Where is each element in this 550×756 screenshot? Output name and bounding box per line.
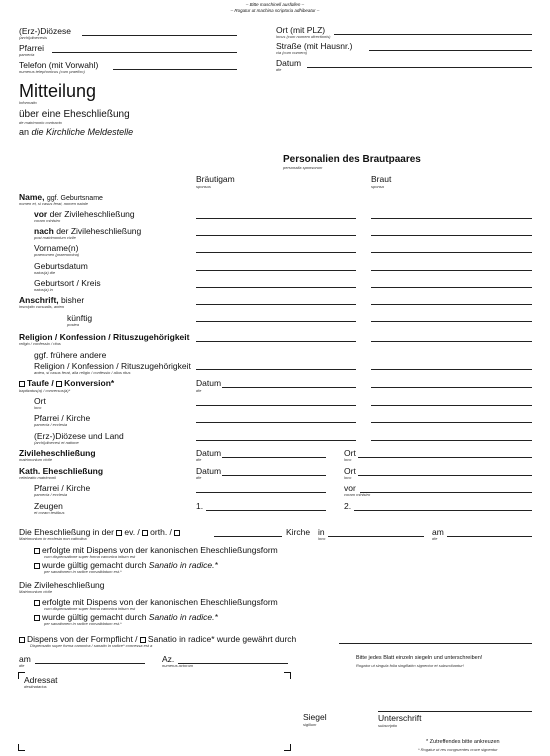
- vorname-line-groom[interactable]: [196, 252, 356, 253]
- kirche-label: Kirche: [286, 527, 311, 537]
- ehe-latin: Matrimonium in ecclesia non catholica: [19, 536, 87, 541]
- pfarrei-latin: paroecia: [19, 52, 35, 57]
- col-braeutigam-latin: sponsus: [196, 184, 211, 189]
- hint: Bitte jedes Blatt einzeln siegeln und unterschreiben!: [356, 655, 483, 661]
- geburtsdatum-latin: natus(a) die: [34, 270, 56, 275]
- taufdiozese-label: (Erz-)Diözese und Land: [34, 431, 124, 441]
- az-label: Az.: [162, 654, 175, 664]
- pfarrei-label: Pfarrei: [19, 43, 45, 53]
- ehe-am-line[interactable]: [447, 536, 532, 537]
- religion-label: Religion / Konfession / Rituszugehörigkeit: [19, 332, 190, 342]
- datum-line[interactable]: [307, 67, 532, 68]
- vorname-line-bride[interactable]: [371, 252, 532, 253]
- strasse-label: Straße (mit Hausnr.): [276, 41, 353, 51]
- ort-latin: locus (cum numero directionis): [276, 34, 331, 39]
- fruehere-label-1: ggf. frühere andere: [34, 350, 107, 360]
- anschrift-latin: inscriptio cursualis, antea: [19, 304, 64, 309]
- kath-datum-label: Datum: [196, 466, 222, 476]
- recipient-name: die Kirchliche Meldestelle: [31, 127, 134, 137]
- address-corner-bl: [18, 744, 25, 751]
- ev-text: ev. /: [124, 527, 140, 537]
- konversion-checkbox[interactable]: [56, 381, 62, 387]
- strasse-line[interactable]: [369, 50, 532, 51]
- am2-label: am: [19, 654, 31, 664]
- zivilehe-latin: Matrimonium civile: [19, 589, 53, 594]
- zivil-ort-label: Ort: [344, 448, 356, 458]
- ort-label: Ort (mit PLZ): [276, 25, 326, 35]
- wurde-latin-2: per sanationem in radice convalidatum est.*: [44, 621, 122, 626]
- name-latin: nomen et, si casus ferat, nomen natale: [19, 201, 88, 206]
- erfolgte-latin: cum dispensatione super forma canonica initum est: [44, 554, 136, 559]
- name-bold: Name,: [19, 192, 45, 202]
- diozese-line[interactable]: [82, 35, 237, 36]
- telefon-label: Telefon (mit Vorwahl): [19, 60, 99, 70]
- geburtsort-label: Geburtsort / Kreis: [34, 278, 101, 288]
- zivil-ort-latin: loco: [344, 457, 352, 462]
- adressat-latin: destinatarius: [24, 684, 47, 689]
- adressat-label: Adressat: [24, 675, 58, 685]
- erfolgte-text-2: erfolgte mit Dispens von der kanonischen Eheschließungsform: [42, 597, 278, 607]
- konversion-text: Konversion*: [64, 378, 115, 388]
- zivilehe-label: Die Zivileheschließung: [19, 580, 105, 590]
- nach-zivil-line-groom[interactable]: [196, 235, 356, 236]
- geburtsort-latin: natus(a) in: [34, 287, 53, 292]
- orth-checkbox[interactable]: [142, 530, 148, 536]
- hint-latin: Rogatur ut singula folia singillatim signentur et subscribantur!: [356, 663, 464, 668]
- wurde-text-2: wurde gültig gemacht durch: [42, 612, 147, 622]
- wurde-latin: per sanationem in radice convalidatum est.*: [44, 569, 122, 574]
- pfarrei-line[interactable]: [52, 52, 237, 53]
- taufdiozese-line-groom[interactable]: [196, 440, 356, 441]
- taufort-line-bride[interactable]: [371, 405, 532, 406]
- zivil-datum-label: Datum: [196, 448, 222, 458]
- am2-line[interactable]: [35, 663, 145, 664]
- dispens-text: Dispens von der Formpflicht /: [27, 634, 138, 644]
- zivil-label: Zivileheschließung: [19, 448, 96, 458]
- other-checkbox[interactable]: [174, 530, 180, 536]
- anschrift-bold: Anschrift,: [19, 295, 59, 305]
- kuenftig-label: künftig: [67, 313, 93, 323]
- fill-note-latin: – Rogatur ut machina scriptoria adhibeatur –: [230, 8, 320, 13]
- subtitle: über eine Eheschließung: [19, 109, 130, 120]
- geburtsort-line-bride[interactable]: [371, 287, 532, 288]
- erfolgte-checkbox[interactable]: [34, 548, 40, 554]
- ehe-am-latin: die: [432, 536, 438, 541]
- kath-ort-line[interactable]: [358, 475, 532, 476]
- ehe-ort-line[interactable]: [328, 536, 424, 537]
- vor-bold: vor: [34, 209, 48, 219]
- religion-latin: religio / confessio / ritus: [19, 341, 61, 346]
- page-title-latin: Informatio: [19, 100, 37, 105]
- unterschrift-line[interactable]: [378, 711, 532, 712]
- ehe-am-label: am: [432, 527, 444, 537]
- vor-latin: coram ministro: [34, 218, 61, 223]
- name-rest: ggf. Geburtsname: [46, 195, 103, 202]
- nach-latin: post matrimonium civile: [34, 235, 76, 240]
- nach-rest: der Zivileheschließung: [53, 226, 142, 236]
- zivil-ort-line[interactable]: [358, 457, 532, 458]
- address-corner-tr: [284, 672, 291, 679]
- taufe-datum-latin: die: [196, 388, 202, 393]
- taufort-latin: loco: [34, 405, 42, 410]
- orth-text: orth. /: [150, 527, 172, 537]
- taufe-line-bride[interactable]: [371, 387, 532, 388]
- fruehere-line-bride[interactable]: [371, 369, 532, 370]
- section-title: Personalien des Brautpaares: [283, 154, 421, 165]
- vorname-label: Vorname(n): [34, 243, 79, 253]
- section-title-latin: personalia sponsorum: [283, 165, 323, 170]
- address-corner-br: [284, 744, 291, 751]
- sanatio-text-2: Sanatio in radice.*: [148, 612, 218, 622]
- taufe-label: [19, 379, 114, 388]
- az-latin: numerus actorum: [162, 663, 194, 668]
- geburtsdatum-line-groom[interactable]: [196, 270, 356, 271]
- kath-ort-latin: loco: [344, 475, 352, 480]
- geburtsort-line-groom[interactable]: [196, 287, 356, 288]
- dispens-text-2: Sanatio in radice* wurde gewährt durch: [147, 634, 297, 644]
- vor-zivil-line-bride[interactable]: [371, 218, 532, 219]
- ev-checkbox[interactable]: [116, 530, 122, 536]
- az-line[interactable]: [178, 663, 288, 664]
- religion-line-bride[interactable]: [371, 341, 532, 342]
- taufe-line-groom[interactable]: [222, 387, 356, 388]
- kuenftig-latin: postea: [67, 322, 80, 327]
- nach-zivil-line-bride[interactable]: [371, 235, 532, 236]
- fill-note: – Bitte maschinell ausfüllen –: [245, 2, 305, 7]
- col-braeutigam: Bräutigam: [196, 174, 235, 184]
- taufort-line-groom[interactable]: [196, 405, 356, 406]
- siegel-latin: sigillum: [303, 722, 317, 727]
- fruehere-latin: antea, si casus ferat, alia religio / confessio / alius ritus: [34, 370, 131, 375]
- kath-pfarrei-label: Pfarrei / Kirche: [34, 483, 91, 493]
- religion-line-groom[interactable]: [196, 341, 356, 342]
- datum-latin: die: [276, 67, 282, 72]
- taufdiozese-latin: (archi)dioecesi et natione: [34, 440, 79, 445]
- ehe-in-word: in: [318, 527, 325, 537]
- zeugen-label: Zeugen: [34, 501, 63, 511]
- wurde-checkbox[interactable]: [34, 563, 40, 569]
- taufe-text: Taufe /: [27, 378, 54, 388]
- taufort-label: Ort: [34, 396, 46, 406]
- telefon-line[interactable]: [113, 69, 237, 70]
- vor-minister-label: vor: [344, 483, 356, 493]
- dispens-latin: Dispensatio super forma canonica / sanatio in radice* concessa est a: [30, 643, 153, 648]
- vor-minister-line[interactable]: [360, 492, 532, 493]
- subtitle-latin: de matrimonio contracto: [19, 120, 62, 125]
- dispens-line[interactable]: [339, 643, 532, 644]
- zeugen-latin: et coram testibus: [34, 510, 65, 515]
- strasse-latin: via (cum numero): [276, 50, 308, 55]
- diozese-label: (Erz-)Diözese: [19, 26, 71, 36]
- vor-zivil-line-groom[interactable]: [196, 218, 356, 219]
- vor-minister-latin: coram ministro: [344, 492, 371, 497]
- zeuge-1-line[interactable]: [206, 510, 326, 511]
- taufdiozese-line-bride[interactable]: [371, 440, 532, 441]
- taufpfarrei-line-bride[interactable]: [371, 422, 532, 423]
- erfolgte-latin-2: cum dispensatione super forma canonica initum est: [44, 606, 136, 611]
- wurde-text: wurde gültig gemacht durch: [42, 560, 147, 570]
- am2-latin: die: [19, 663, 25, 668]
- anschrift-line-groom[interactable]: [196, 304, 356, 305]
- geburtsdatum-line-bride[interactable]: [371, 270, 532, 271]
- kath-latin: celebratio matrimonii: [19, 475, 56, 480]
- geburtsdatum-label: Geburtsdatum: [34, 261, 88, 271]
- kath-datum-line[interactable]: [222, 475, 326, 476]
- zeuge-1-num: 1.: [196, 501, 204, 511]
- kath-pfarrei-latin: paroecia / ecclesia: [34, 492, 68, 497]
- unterschrift-latin: subscriptio: [378, 723, 398, 728]
- fruehere-label-2: Religion / Konfession / Rituszugehörigkeit: [34, 361, 191, 371]
- kath-ort-label: Ort: [344, 466, 356, 476]
- sanatio-text: Sanatio in radice.*: [148, 560, 218, 570]
- footnote: * Zutreffendes bitte ankreuzen: [426, 739, 500, 745]
- siegel-label: Siegel: [303, 712, 327, 722]
- unterschrift-label: Unterschrift: [378, 713, 422, 723]
- taufpfarrei-line-groom[interactable]: [196, 422, 356, 423]
- wurde-checkbox-2[interactable]: [34, 615, 40, 621]
- taufpfarrei-label: Pfarrei / Kirche: [34, 413, 91, 423]
- erfolgte-checkbox-2[interactable]: [34, 600, 40, 606]
- anschrift-rest: bisher: [58, 295, 85, 305]
- page-title: Mitteilung: [19, 81, 97, 101]
- ehe-in-text: Die Eheschließung in der: [19, 527, 114, 537]
- recipient-line: [19, 128, 133, 137]
- dispens-checkbox[interactable]: [19, 637, 25, 643]
- fruehere-line-groom[interactable]: [196, 369, 356, 370]
- kuenftig-line-groom[interactable]: [196, 321, 356, 322]
- kath-label: Kath. Eheschließung: [19, 466, 104, 476]
- taufe-latin: baptizatus(a) / conversus(a)*: [19, 388, 71, 393]
- confession-line[interactable]: [214, 536, 282, 537]
- taufe-checkbox[interactable]: [19, 381, 25, 387]
- kath-datum-latin: die: [196, 475, 202, 480]
- zivil-latin: matrimonium civile: [19, 457, 53, 462]
- zivil-datum-line[interactable]: [222, 457, 326, 458]
- vor-rest: der Zivileheschließung: [47, 209, 135, 219]
- zivil-datum-latin: die: [196, 457, 202, 462]
- kath-pfarrei-line[interactable]: [196, 492, 326, 493]
- zeuge-2-line[interactable]: [354, 510, 532, 511]
- footnote-latin: * Rogatur ut res congruentes cruce signentur: [418, 747, 498, 752]
- an-word: an: [19, 127, 30, 137]
- taufpfarrei-latin: paroecia / ecclesia: [34, 422, 68, 427]
- erfolgte-text: erfolgte mit Dispens von der kanonischen Eheschließungsform: [42, 545, 278, 555]
- anschrift-line-bride[interactable]: [371, 304, 532, 305]
- zeuge-2-num: 2.: [344, 501, 352, 511]
- datum-label: Datum: [276, 58, 302, 68]
- col-braut-latin: sponsa: [371, 184, 384, 189]
- ort-line[interactable]: [334, 34, 532, 35]
- col-braut: Braut: [371, 174, 392, 184]
- nach-bold: nach: [34, 226, 54, 236]
- telefon-latin: numerus telephonicus (cum praefixo): [19, 69, 85, 74]
- kuenftig-line-bride[interactable]: [371, 321, 532, 322]
- ehe-in-latin: loco: [318, 536, 326, 541]
- vorname-latin: praenomen (praenomina): [34, 252, 80, 257]
- taufe-datum-label: Datum: [196, 378, 222, 388]
- diozese-latin: (archi)dioecesis: [19, 35, 48, 40]
